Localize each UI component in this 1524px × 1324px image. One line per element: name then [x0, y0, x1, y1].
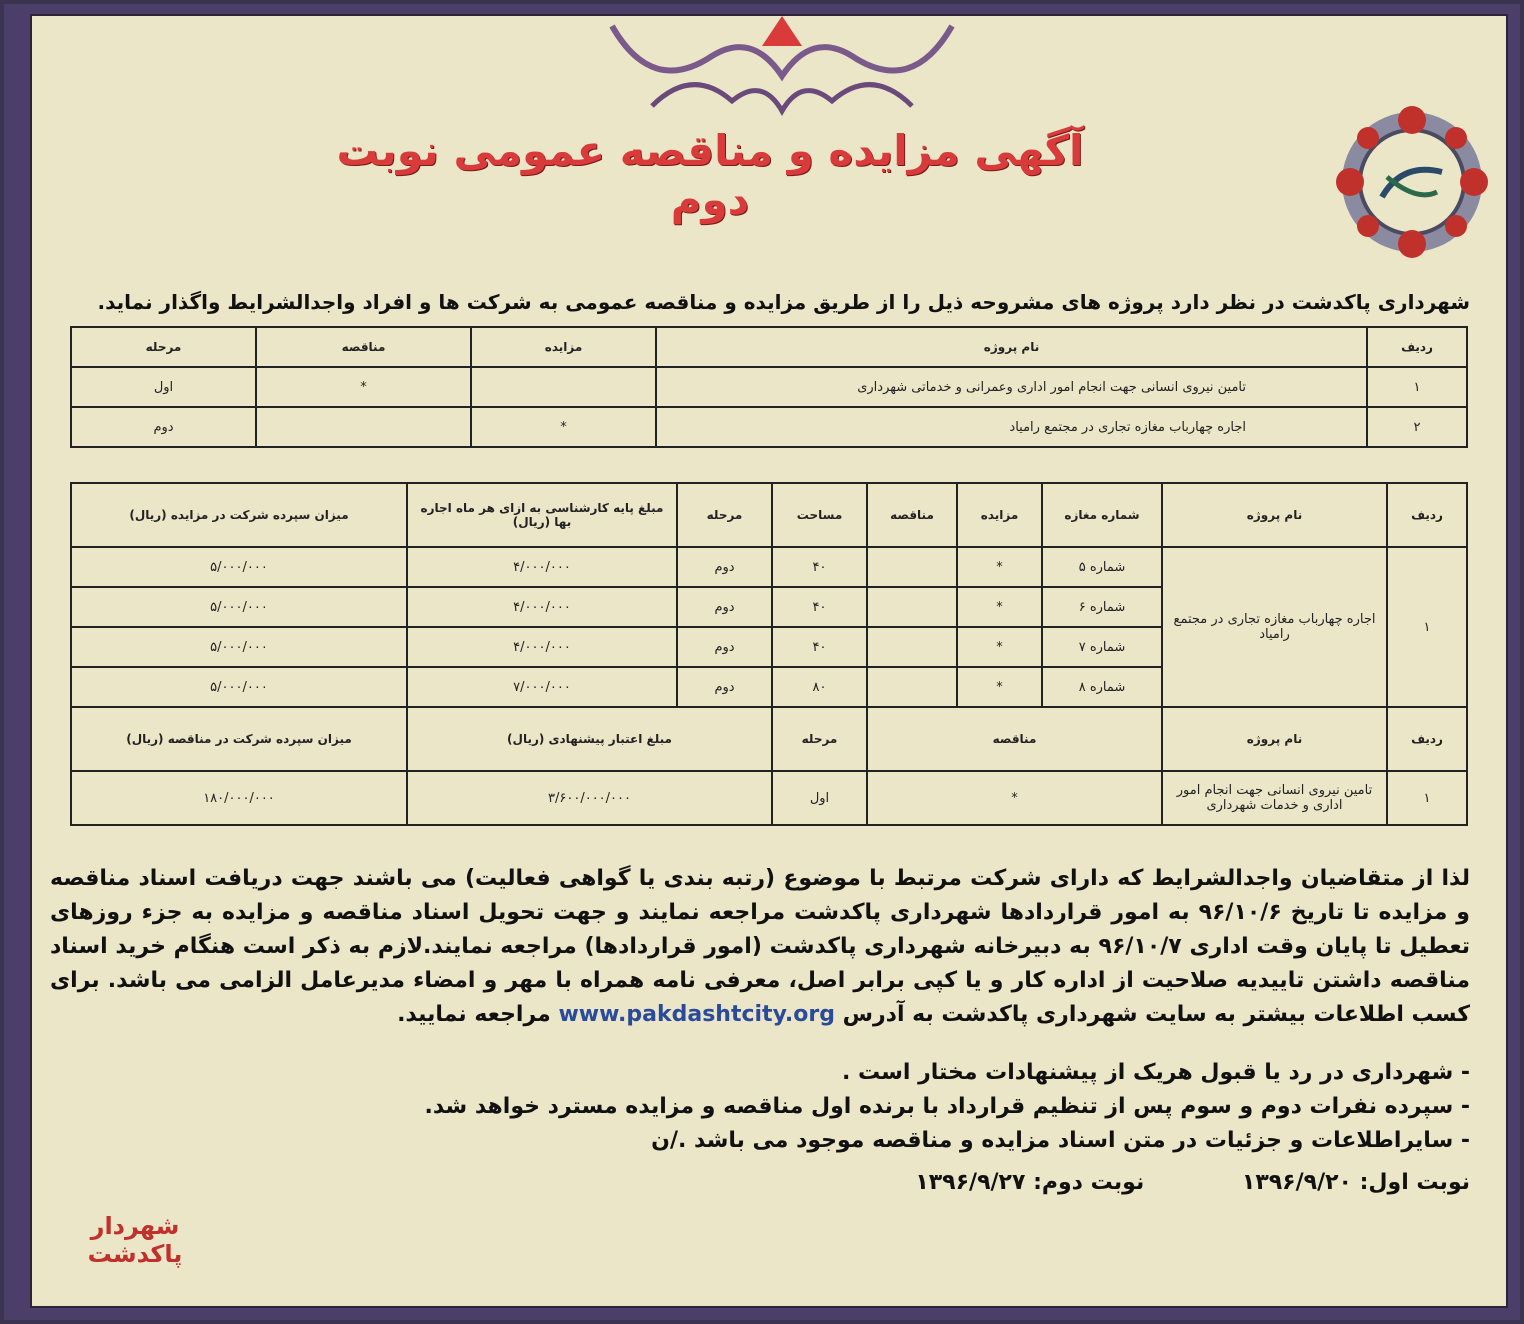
base-price-cell: ۷/۰۰۰/۰۰۰ [407, 667, 677, 707]
deposit-cell: ۵/۰۰۰/۰۰۰ [71, 627, 407, 667]
website-link[interactable]: www.pakdashtcity.org [558, 1002, 835, 1027]
tender-cell: * [256, 367, 471, 407]
col-header-tender: مناقصه [867, 483, 957, 547]
projects-detail-table [70, 482, 1468, 826]
table-header-row [71, 707, 1467, 771]
signature: شهردار پاکدشت [87, 1212, 183, 1268]
col-header-tender: مناقصه [867, 707, 1162, 771]
tender-cell [256, 407, 471, 447]
col-header-area: مساحت [772, 483, 867, 547]
deposit-cell: ۵/۰۰۰/۰۰۰ [71, 547, 407, 587]
table-row [71, 367, 1467, 407]
shop-no-cell: شماره ۶ [1042, 587, 1162, 627]
stage-cell: دوم [71, 407, 256, 447]
shop-no-cell: شماره ۷ [1042, 627, 1162, 667]
second-publication-date: نوبت دوم: ۱۳۹۶/۹/۲۷ [915, 1170, 1145, 1195]
notes-list [50, 1056, 1470, 1158]
col-header-stage: مرحله [677, 483, 772, 547]
col-header-auction: مزایده [957, 483, 1042, 547]
list-item: - شهرداری در رد یا قبول هریک از پیشنهادات مختار است . [841, 1060, 1470, 1085]
projects-summary-table [70, 326, 1468, 448]
table-row [71, 771, 1467, 825]
row-no: ۱ [1387, 771, 1467, 825]
row-no: ۱ [1367, 367, 1467, 407]
col-header-credit: مبلغ اعتبار پیشنهادی (ریال) [407, 707, 772, 771]
col-header-project: نام پروژه [656, 327, 1367, 367]
area-cell: ۸۰ [772, 667, 867, 707]
row-no: ۲ [1367, 407, 1467, 447]
tender-cell: * [867, 771, 1162, 825]
tender-cell [867, 587, 957, 627]
project-name: اجاره چهارباب مغازه تجاری در مجتمع رامیاد [1162, 547, 1387, 707]
conditions-text-end: مراجعه نمایید. [397, 1002, 551, 1027]
stage-cell: دوم [677, 667, 772, 707]
col-header-stage: مرحله [71, 327, 256, 367]
project-name: اجاره چهارباب مغازه تجاری در مجتمع رامیاد [656, 407, 1367, 447]
table-row [71, 407, 1467, 447]
tender-cell [867, 627, 957, 667]
col-header-project: نام پروژه [1162, 707, 1387, 771]
shop-no-cell: شماره ۵ [1042, 547, 1162, 587]
shop-no-cell: شماره ۸ [1042, 667, 1162, 707]
table-header-row [71, 327, 1467, 367]
header-ornament [592, 16, 972, 126]
stage-cell: دوم [677, 627, 772, 667]
deposit-cell: ۵/۰۰۰/۰۰۰ [71, 667, 407, 707]
auction-cell [471, 367, 656, 407]
tender-cell [867, 547, 957, 587]
table-header-row [71, 483, 1467, 547]
col-header-row-no: ردیف [1367, 327, 1467, 367]
list-item: - سپرده نفرات دوم و سوم پس از تنظیم قرارداد با برنده اول مناقصه و مزایده مسترد خواهد شد. [424, 1094, 1470, 1119]
project-name: تامین نیروی انسانی جهت انجام امور اداری وعمرانی و خدماتی شهرداری [656, 367, 1367, 407]
auction-cell: * [957, 587, 1042, 627]
auction-cell: * [471, 407, 656, 447]
deposit-cell: ۵/۰۰۰/۰۰۰ [71, 587, 407, 627]
project-name: تامین نیروی انسانی جهت انجام امور اداری و خدمات شهرداری [1162, 771, 1387, 825]
tender-cell [867, 667, 957, 707]
deposit-cell: ۱۸۰/۰۰۰/۰۰۰ [71, 771, 407, 825]
conditions-paragraph [50, 862, 1470, 1032]
table-row [71, 547, 1467, 587]
auction-cell: * [957, 667, 1042, 707]
stage-cell: اول [772, 771, 867, 825]
area-cell: ۴۰ [772, 587, 867, 627]
row-no: ۱ [1387, 547, 1467, 707]
area-cell: ۴۰ [772, 627, 867, 667]
credit-cell: ۳/۶۰۰/۰۰۰/۰۰۰ [407, 771, 772, 825]
stage-cell: دوم [677, 547, 772, 587]
area-cell: ۴۰ [772, 547, 867, 587]
conditions-text: لذا از متقاضیان واجدالشرایط که دارای شرکت مرتبط با موضوع (رتبه بندی یا گواهی فعالیت) می باشند جهت دریافت اسناد مناقصه و مزایده تا تاریخ ۹۶/۱۰/۶ به امور قراردادها شهرداری پاکدشت مراجعه نمایند و جهت تحویل اسناد مناقصه و مزایده به جزء روزهای تعطیل تا پایان وقت اداری ۹۶/۱۰/۷ به دبیرخانه شهرداری پاکدشت (امور قراردادها) مراجعه نمایند.لازم به ذکر است هنگام خرید اسناد مناقصه داشتن تاییدیه صلاحیت از اداره کار و یا کپی برابر اصل، معرفی نامه همراه با مهر و امضاء مدیرعامل الزامی می باشد. برای کسب اطلاعات بیشتر به سایت شهرداری پاکدشت به آدرس [50, 866, 1471, 1027]
first-publication-date: نوبت اول: ۱۳۹۶/۹/۲۰ [1241, 1170, 1470, 1195]
base-price-cell: ۴/۰۰۰/۰۰۰ [407, 547, 677, 587]
base-price-cell: ۴/۰۰۰/۰۰۰ [407, 587, 677, 627]
municipality-logo [1332, 102, 1492, 262]
col-header-row-no: ردیف [1387, 483, 1467, 547]
col-header-project: نام پروژه [1162, 483, 1387, 547]
stage-cell: دوم [677, 587, 772, 627]
col-header-auction: مزایده [471, 327, 656, 367]
intro-text: شهرداری پاکدشت در نظر دارد پروژه های مشروحه ذیل را از طریق مزایده و مناقصه عمومی به شرکت ها و افراد واجدالشرایط واگذار نماید. [97, 290, 1470, 314]
col-header-tender-deposit: میزان سپرده شرکت در مناقصه (ریال) [71, 707, 407, 771]
base-price-cell: ۴/۰۰۰/۰۰۰ [407, 627, 677, 667]
auction-cell: * [957, 547, 1042, 587]
publication-dates [200, 1170, 1470, 1195]
col-header-tender: مناقصه [256, 327, 471, 367]
col-header-row-no: ردیف [1387, 707, 1467, 771]
stage-cell: اول [71, 367, 256, 407]
notice-title: آگهی مزایده و مناقصه عمومی نوبت دوم [336, 126, 1084, 224]
col-header-shop-no: شماره مغازه [1042, 483, 1162, 547]
col-header-base-price: مبلغ پایه کارشناسی به ازای هر ماه اجاره بها (ریال) [407, 483, 677, 547]
col-header-stage: مرحله [772, 707, 867, 771]
auction-cell: * [957, 627, 1042, 667]
col-header-auction-deposit: میزان سپرده شرکت در مزایده (ریال) [71, 483, 407, 547]
list-item: - سایراطلاعات و جزئیات در متن اسناد مزایده و مناقصه موجود می باشد ./ن [651, 1128, 1470, 1153]
